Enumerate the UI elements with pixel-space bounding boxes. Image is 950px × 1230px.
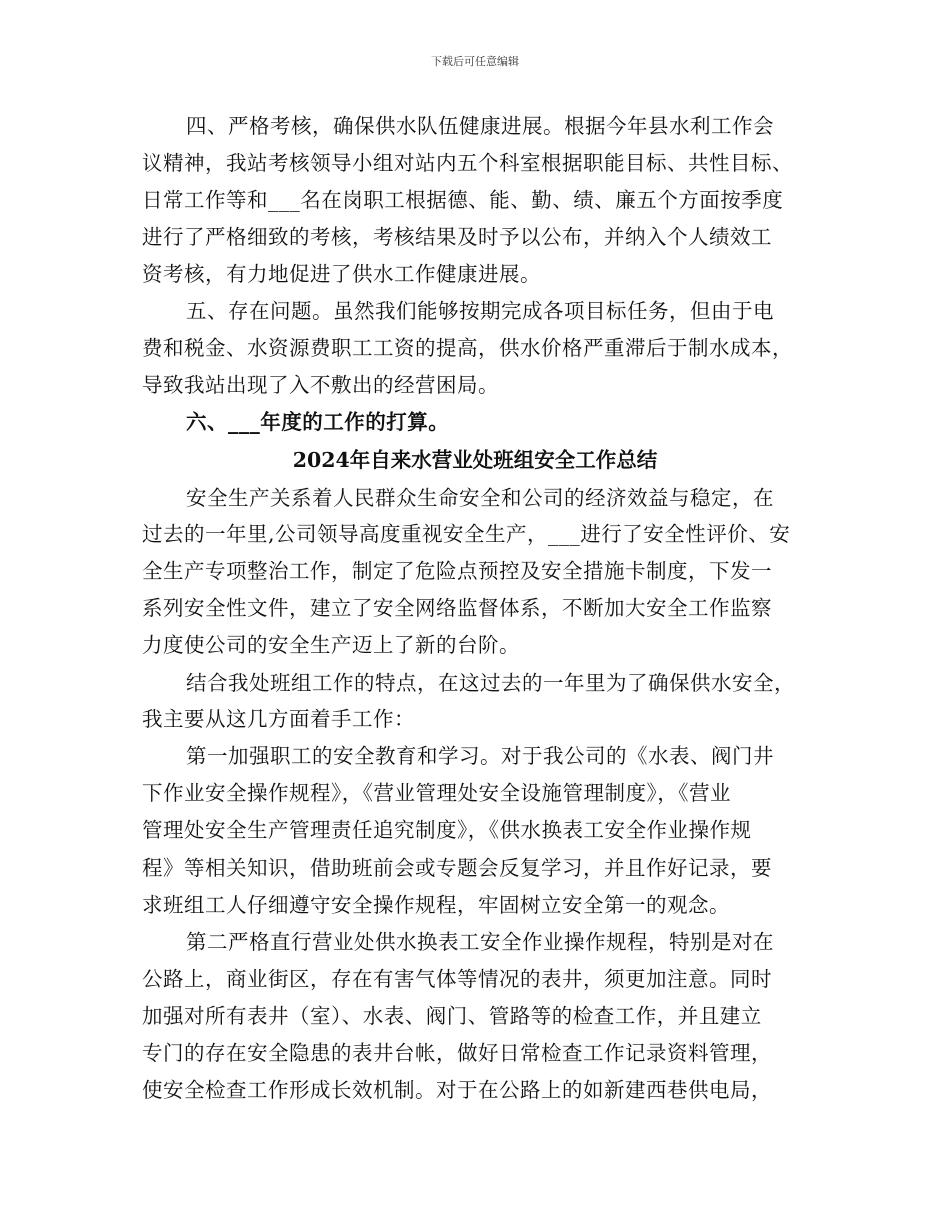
paragraph-line: 安全生产关系着人民群众生命安全和公司的经济效益与稳定，在	[186, 486, 774, 510]
paragraph-line: 管理处安全生产管理责任追究制度》，《供水换表工安全作业操作规	[142, 818, 752, 842]
paragraph-line: 全生产专项整治工作，制定了危险点预控及安全措施卡制度，下发一	[142, 559, 772, 583]
paragraph-line: 导致我站出现了入不敷出的经营困局。	[142, 373, 499, 397]
paragraph-line: 过去的一年里,公司领导高度重视安全生产，___进行了安全性评价、安	[142, 522, 791, 546]
paragraph-line: 第一加强职工的安全教育和学习。对于我公司的《水表、阀门井	[186, 744, 774, 768]
paragraph-line: 四、严格考核，确保供水队伍健康进展。根据今年县水利工作会	[186, 114, 774, 138]
paragraph-line: 求班组工人仔细遵守安全操作规程，牢固树立安全第一的观念。	[142, 893, 730, 917]
page-header: 下载后可任意编辑	[431, 55, 519, 68]
paragraph-line: 公路上，商业街区，存在有害气体等情况的表井，须更加注意。同时	[142, 967, 772, 991]
paragraph-line: 程》等相关知识，借助班前会或专题会反复学习，并且作好记录，要	[142, 856, 772, 880]
paragraph-line: 系列安全性文件，建立了安全网络监督体系，不断加大安全工作监察	[142, 596, 772, 620]
paragraph-line: 第二严格直行营业处供水换表工安全作业操作规程，特别是对在	[186, 930, 774, 954]
paragraph-line: 日常工作等和___名在岗职工根据德、能、勤、绩、廉五个方面按季度	[142, 188, 784, 212]
paragraph-line: 使安全检查工作形成长效机制。对于在公路上的如新建西巷供电局，	[142, 1078, 772, 1102]
paragraph-line: 议精神，我站考核领导小组对站内五个科室根据职能目标、共性目标、	[142, 151, 793, 175]
paragraph-line: 力度使公司的安全生产迈上了新的台阶。	[142, 633, 520, 657]
paragraph-line: 资考核，有力地促进了供水工作健康进展。	[142, 262, 541, 286]
paragraph-line: 费和税金、水资源费职工工资的提高，供水价格严重滞后于制水成本，	[142, 336, 793, 360]
paragraph-line: 进行了严格细致的考核，考核结果及时予以公布，并纳入个人绩效工	[142, 225, 772, 249]
paragraph-line: 我主要从这几方面着手工作：	[142, 707, 415, 731]
paragraph-line: 结合我处班组工作的特点，在这过去的一年里为了确保供水安全，	[186, 671, 795, 695]
paragraph-line: 五、存在问题。虽然我们能够按期完成各项目标任务，但由于电	[186, 299, 774, 323]
paragraph-line: 专门的存在安全隐患的表井台帐，做好日常检查工作记录资料管理，	[142, 1041, 772, 1065]
paragraph-line: 加强对所有表井（室）、水表、阀门、管路等的检查工作，并且建立	[142, 1004, 762, 1028]
section-heading: 六、___年度的工作的打算。	[186, 410, 450, 434]
paragraph-line: 下作业安全操作规程》，《营业管理处安全设施管理制度》，《营业	[142, 781, 731, 805]
document-title: 2024年自来水营业处班组安全工作总结	[292, 448, 658, 472]
